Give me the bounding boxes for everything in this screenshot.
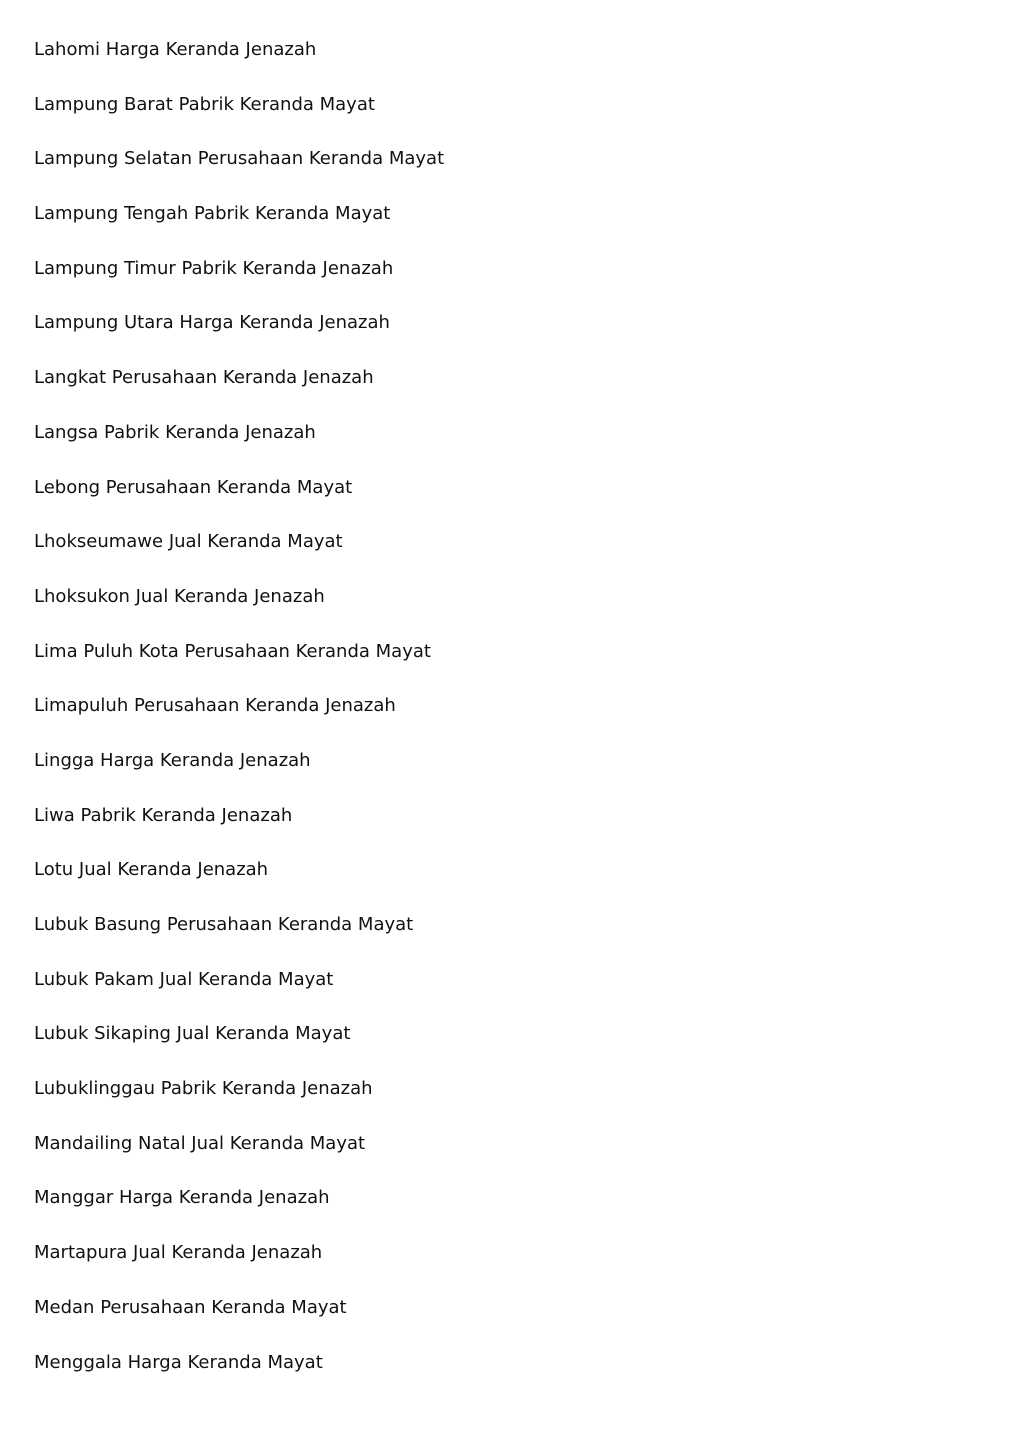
list-item bbox=[34, 1184, 934, 1239]
list-item bbox=[34, 911, 934, 966]
list-item-link[interactable]: Lubuk Basung Perusahaan Keranda Mayat bbox=[34, 914, 414, 935]
list-item-link[interactable]: Lotu Jual Keranda Jenazah bbox=[34, 859, 269, 881]
list-item bbox=[34, 802, 934, 857]
list-item-link[interactable]: Lubuk Sikaping Jual Keranda Mayat bbox=[34, 1023, 351, 1045]
list-item-link[interactable]: Limapuluh Perusahaan Keranda Jenazah bbox=[34, 695, 396, 717]
list-item-link[interactable]: Martapura Jual Keranda Jenazah bbox=[34, 1242, 323, 1264]
list-item-link[interactable]: Lhokseumawe Jual Keranda Mayat bbox=[34, 531, 343, 553]
list-item-link[interactable]: Lampung Timur Pabrik Keranda Jenazah bbox=[34, 257, 394, 279]
list-item-link[interactable]: Lubuk Pakam Jual Keranda Mayat bbox=[34, 968, 334, 990]
list-item-link[interactable]: Liwa Pabrik Keranda Jenazah bbox=[34, 804, 293, 826]
list-item bbox=[34, 1294, 934, 1349]
list-item bbox=[34, 1349, 934, 1404]
list-item-link[interactable]: Lebong Perusahaan Keranda Mayat bbox=[34, 476, 353, 498]
list-item-link[interactable]: Lhoksukon Jual Keranda Jenazah bbox=[34, 585, 325, 607]
list-item bbox=[34, 966, 934, 1021]
list-item-link[interactable]: Lahomi Harga Keranda Jenazah bbox=[34, 39, 317, 60]
list-item-link[interactable]: Lingga Harga Keranda Jenazah bbox=[34, 749, 311, 771]
list-item-link[interactable]: Manggar Harga Keranda Jenazah bbox=[34, 1187, 330, 1209]
list-item-link[interactable]: Medan Perusahaan Keranda Mayat bbox=[34, 1296, 347, 1318]
list-item-link[interactable]: Menggala Harga Keranda Mayat bbox=[34, 1351, 323, 1373]
list-item bbox=[34, 856, 934, 911]
list-item-link[interactable]: Lubuklinggau Pabrik Keranda Jenazah bbox=[34, 1078, 373, 1100]
list-item bbox=[34, 1075, 934, 1130]
list-item-link[interactable]: Lima Puluh Kota Perusahaan Keranda Mayat bbox=[34, 640, 431, 662]
list-item bbox=[34, 91, 934, 146]
location-link-list bbox=[34, 36, 934, 1403]
list-item bbox=[34, 747, 934, 802]
list-item-link[interactable]: Mandailing Natal Jual Keranda Mayat bbox=[34, 1132, 366, 1154]
list-item bbox=[34, 1130, 934, 1185]
list-item bbox=[34, 200, 934, 255]
list-item bbox=[34, 583, 934, 638]
list-item-link[interactable]: Lampung Utara Harga Keranda Jenazah bbox=[34, 312, 390, 334]
list-item bbox=[34, 1020, 934, 1075]
list-item bbox=[34, 528, 934, 583]
list-item-link[interactable]: Lampung Selatan Perusahaan Keranda Mayat bbox=[34, 148, 445, 170]
list-item bbox=[34, 419, 934, 474]
list-item-link[interactable]: Langsa Pabrik Keranda Jenazah bbox=[34, 421, 316, 443]
list-item bbox=[34, 638, 934, 693]
list-item bbox=[34, 692, 934, 747]
list-item-link[interactable]: Langkat Perusahaan Keranda Jenazah bbox=[34, 367, 374, 389]
list-item-link[interactable]: Lampung Tengah Pabrik Keranda Mayat bbox=[34, 203, 391, 225]
list-item-link[interactable]: Lampung Barat Pabrik Keranda Mayat bbox=[34, 93, 375, 115]
list-item bbox=[34, 1239, 934, 1294]
list-item bbox=[34, 36, 934, 91]
list-item bbox=[34, 145, 934, 200]
list-item bbox=[34, 255, 934, 310]
list-item bbox=[34, 474, 934, 529]
list-item bbox=[34, 364, 934, 419]
list-item bbox=[34, 309, 934, 364]
